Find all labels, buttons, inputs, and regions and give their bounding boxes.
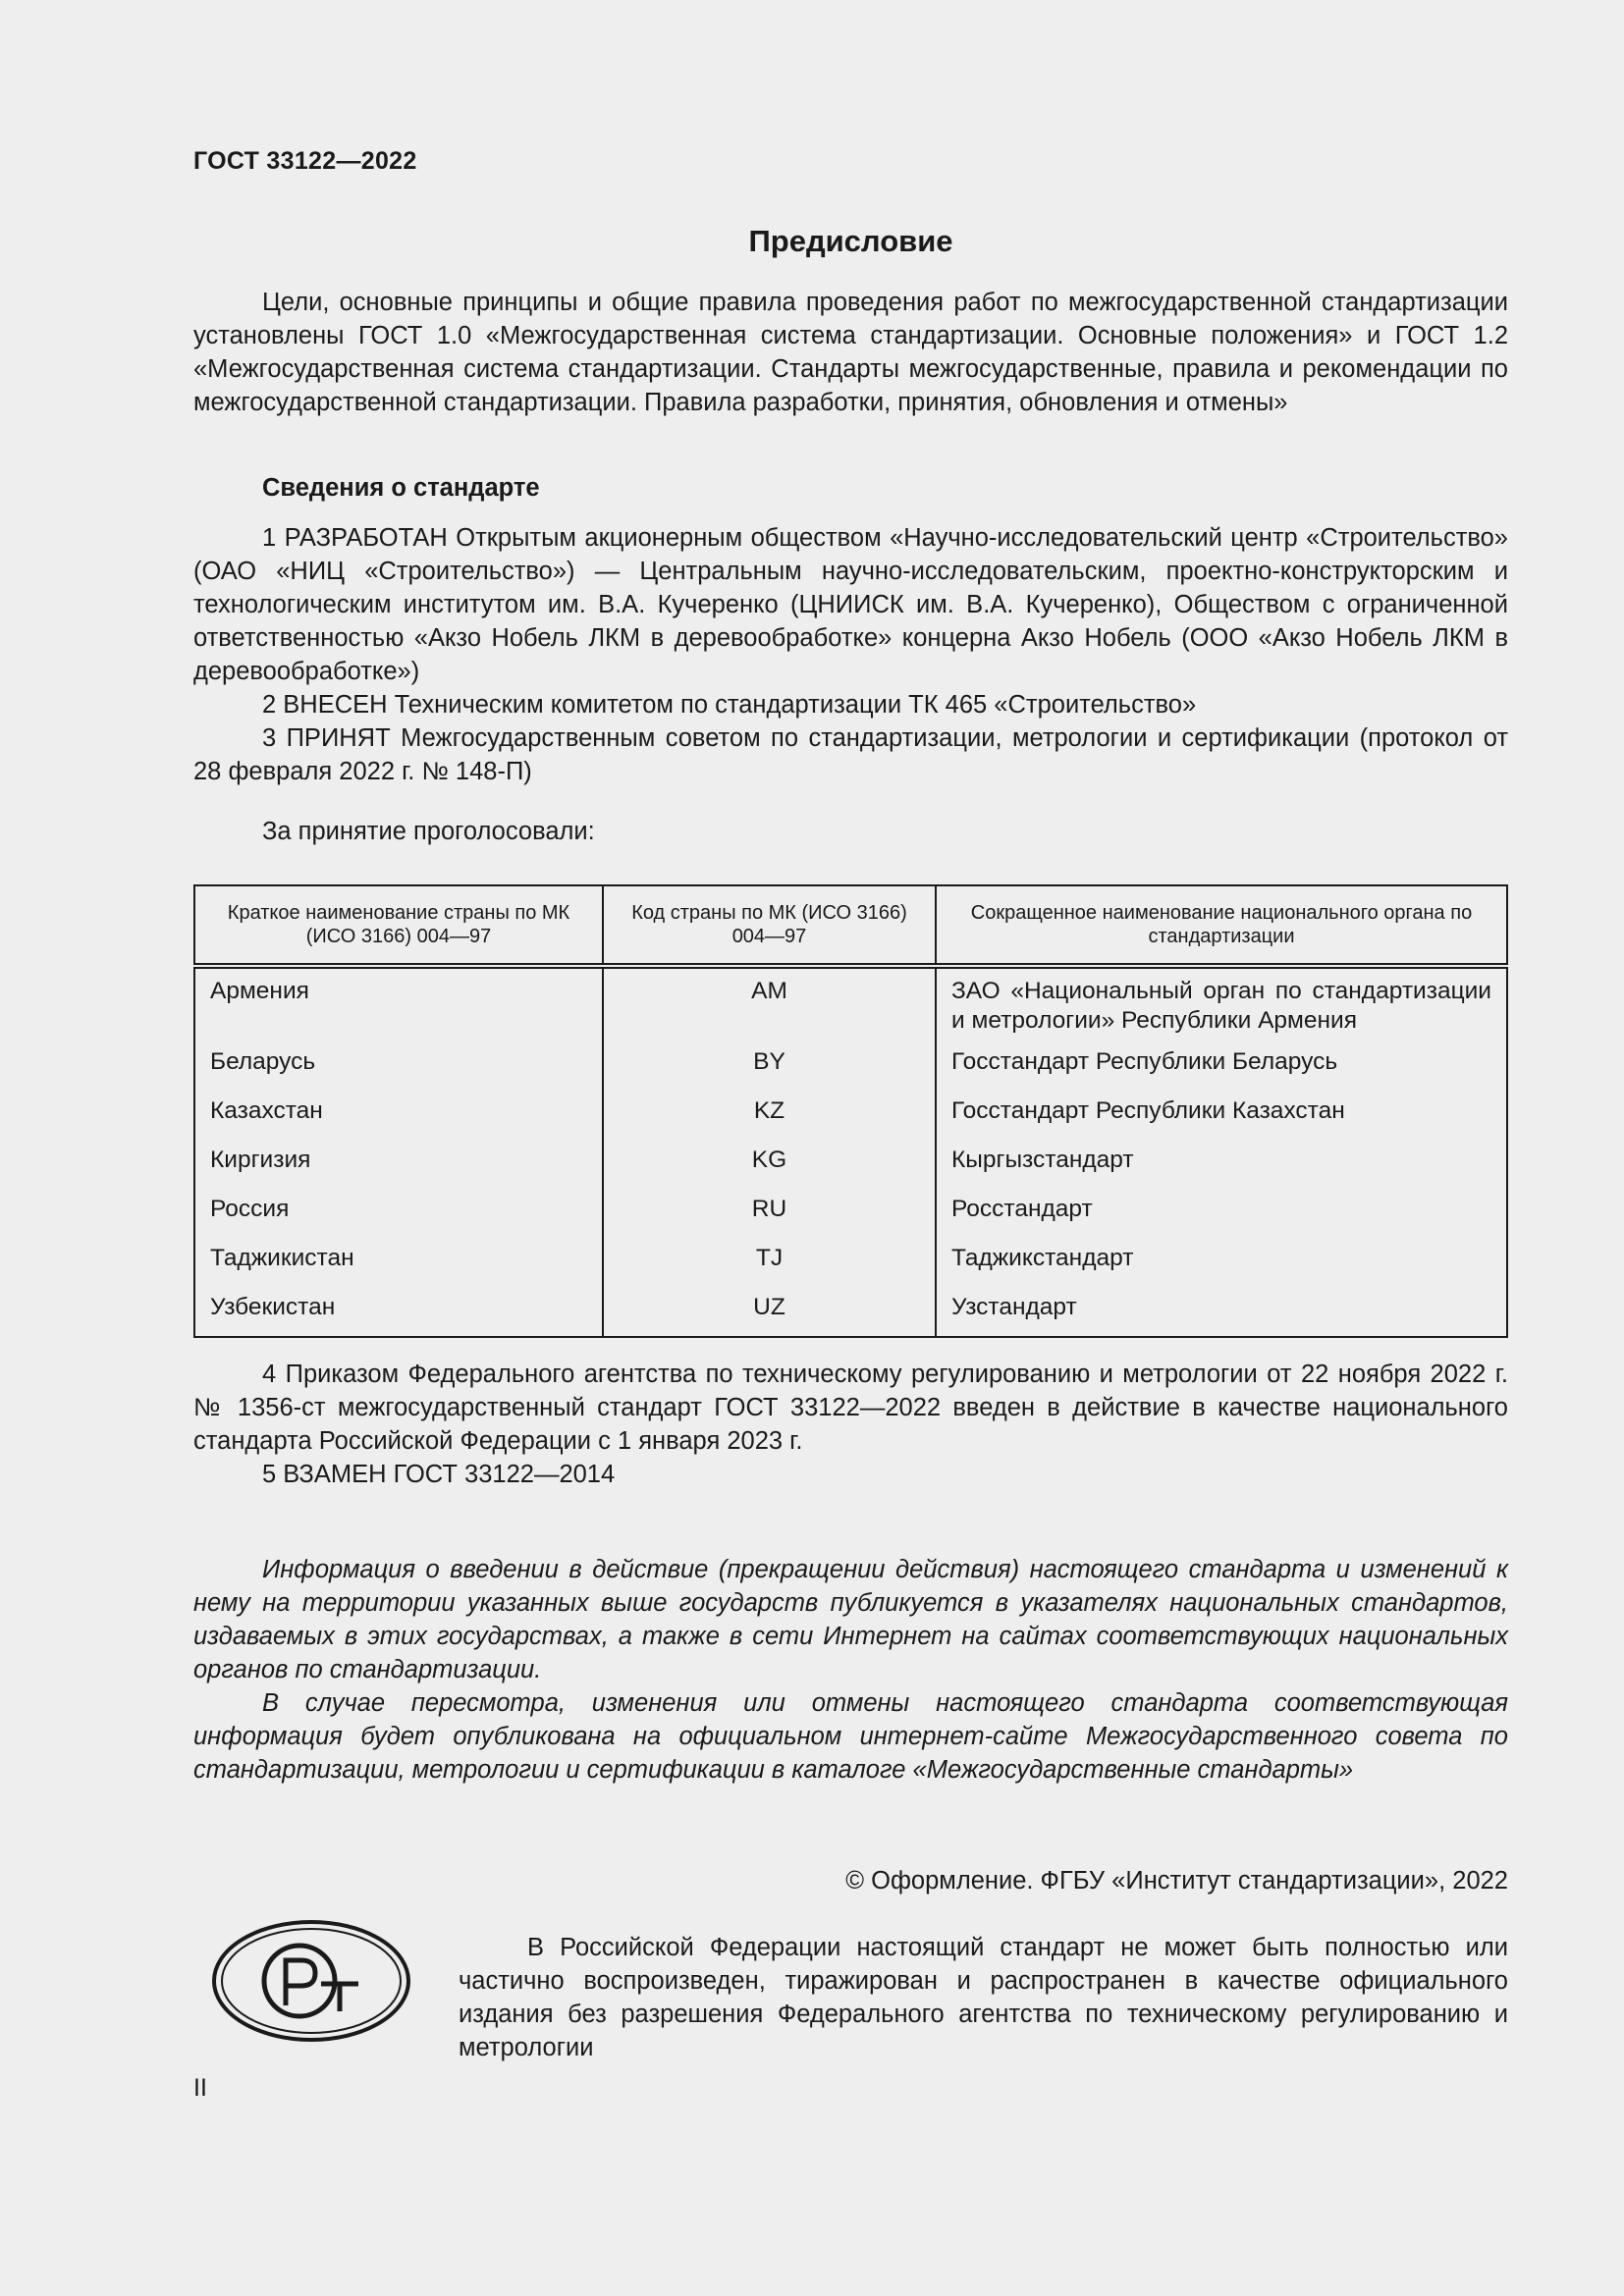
country-code: TJ [603, 1244, 936, 1293]
country-name: Беларусь [194, 1047, 603, 1096]
item-1: 1 РАЗРАБОТАН Открытым акционерным обществом «Научно-исследовательский центр «Строительство» (ОАО «НИЦ «Строительство») — Центральным научно-исследовательским, проектно-конструкторским и технологическим институтом им. В.А. Кучеренко (ЦНИИСК им. В.А. Кучеренко), Обществом с ограниченной ответственностью «Акзо Нобель ЛКМ в деревообработке» концерна Акзо Нобель (ООО «Акзо Нобель ЛКМ в деревообработке») [193, 524, 1508, 685]
country-name: Россия [194, 1195, 603, 1244]
rst-certification-mark-icon [211, 1919, 411, 2043]
national-body: ЗАО «Национальный орган по стандартизации и метрологии» Республики Армения [936, 966, 1507, 1047]
country-name: Киргизия [194, 1146, 603, 1195]
national-body: Таджикстандарт [936, 1244, 1507, 1293]
country-name: Армения [194, 966, 603, 1047]
document-page [193, 0, 1508, 2296]
national-body: Кыргызстандарт [936, 1146, 1507, 1195]
country-code: KG [603, 1146, 936, 1195]
national-body: Госстандарт Республики Беларусь [936, 1047, 1507, 1096]
country-name: Таджикистан [194, 1244, 603, 1293]
voted-label: За принятие проголосовали: [262, 818, 595, 845]
notice-1: Информация о введении в действие (прекращении действия) настоящего стандарта и изменений к нему на территории указанных выше государств публикуется в указателях национальных стандартов, издаваемых в этих государствах, а также в сети Интернет на сайтах соответствующих национальных органов по стандартизации. [193, 1556, 1508, 1683]
item-5: 5 ВЗАМЕН ГОСТ 33122—2014 [262, 1461, 616, 1488]
country-name: Казахстан [194, 1096, 603, 1146]
copyright-notice: © Оформление. ФГБУ «Институт стандартизации», 2022 [845, 1867, 1508, 1895]
table-header-row [194, 885, 1507, 966]
table-row [194, 1047, 1507, 1096]
page-number: II [193, 2074, 207, 2102]
table-header-country: Краткое наименование страны по МК (ИСО 3166) 004—97 [194, 885, 603, 966]
table-header-code: Код страны по МК (ИСО 3166) 004—97 [603, 885, 936, 966]
country-name: Узбекистан [194, 1293, 603, 1337]
national-body: Узстандарт [936, 1293, 1507, 1337]
intro-section [193, 286, 1508, 419]
rights-text: В Российской Федерации настоящий стандарт не может быть полностью или частично воспроизведен, тиражирован и распространен в качестве официального издания без разрешения Федерального агентства по техническому регулированию и метрологии [459, 1934, 1508, 2061]
national-body: Росстандарт [936, 1195, 1507, 1244]
notices-section [193, 1553, 1508, 1787]
document-id: ГОСТ 33122—2022 [193, 147, 417, 175]
table-header-body: Сокращенное наименование национального органа по стандартизации [936, 885, 1507, 966]
item-4: 4 Приказом Федерального агентства по техническому регулированию и метрологии от 22 ноября 2022 г. № 1356-ст межгосударственный стандарт ГОСТ 33122—2022 введен в действие в качестве национального стандарта Российской Федерации с 1 января 2023 г. [193, 1361, 1508, 1455]
items-after-table [193, 1358, 1508, 1491]
country-code: KZ [603, 1096, 936, 1146]
item-2: 2 ВНЕСЕН Техническим комитетом по стандартизации ТК 465 «Строительство» [262, 691, 1197, 719]
info-section [193, 471, 1508, 505]
table-row [194, 966, 1507, 1047]
country-code: AM [603, 966, 936, 1047]
rights-notice [459, 1931, 1508, 2064]
country-code: RU [603, 1195, 936, 1244]
country-code: UZ [603, 1293, 936, 1337]
notice-2: В случае пересмотра, изменения или отмены настоящего стандарта соответствующая информация будет опубликована на официальном интернет-сайте Межгосударственного совета по стандартизации, метрологии и сертификации в каталоге «Межгосударственные стандарты» [193, 1689, 1508, 1784]
table-row [194, 1244, 1507, 1293]
info-heading: Сведения о стандарте [262, 474, 540, 502]
countries-table [193, 884, 1508, 1338]
country-code: BY [603, 1047, 936, 1096]
item-3: 3 ПРИНЯТ Межгосударственным советом по стандартизации, метрологии и сертификации (протокол от 28 февраля 2022 г. № 148-П) [193, 724, 1508, 785]
intro-paragraph: Цели, основные принципы и общие правила проведения работ по межгосударственной стандартизации установлены ГОСТ 1.0 «Межгосударственная система стандартизации. Основные положения» и ГОСТ 1.2 «Межгосударственная система стандартизации. Стандарты межгосударственные, правила и рекомендации по межгосударственной стандартизации. Правила разработки, принятия, обновления и отмены» [193, 289, 1508, 416]
table-row [194, 1195, 1507, 1244]
voted-section [193, 815, 1508, 848]
national-body: Госстандарт Республики Казахстан [936, 1096, 1507, 1146]
items-section [193, 521, 1508, 788]
table-row [194, 1293, 1507, 1337]
page-title: Предисловие [748, 224, 953, 258]
table-row [194, 1096, 1507, 1146]
table-row [194, 1146, 1507, 1195]
